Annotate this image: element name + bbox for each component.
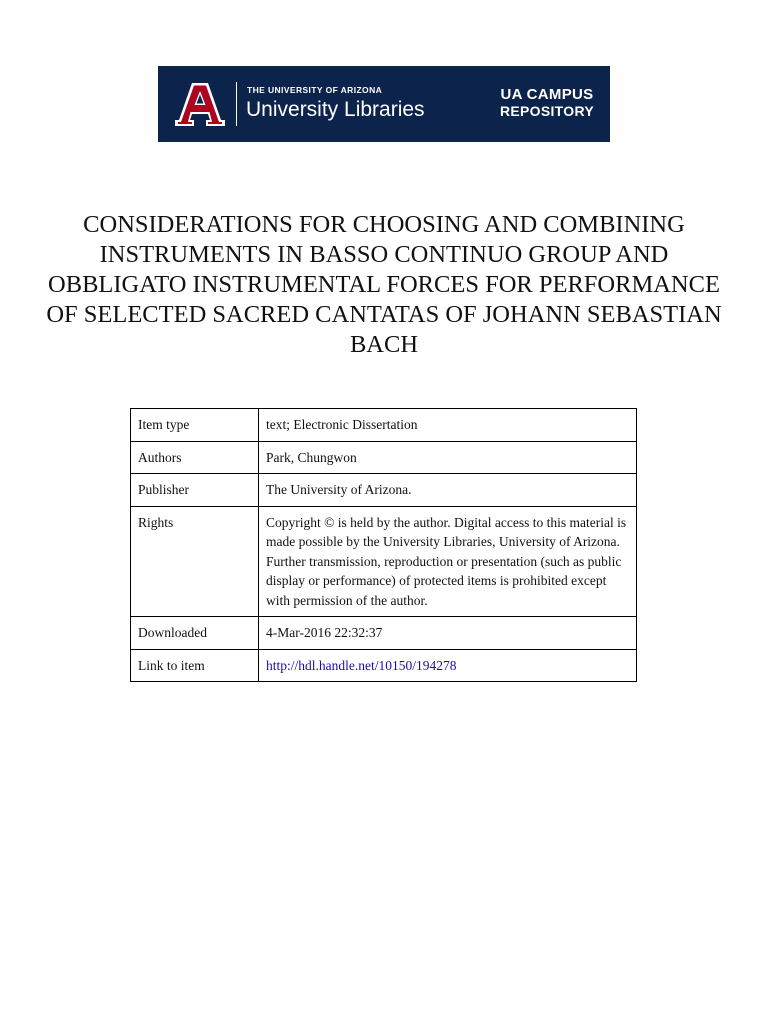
metadata-value: 4-Mar-2016 22:32:37	[259, 617, 637, 650]
repository-label-line1: UA CAMPUS	[500, 86, 594, 103]
metadata-table	[130, 408, 637, 682]
metadata-value: Copyright © is held by the author. Digital access to this material is made possible by the University Libraries, University of Arizona. Further transmission, reproduction or presentation (such as public display or performance) of protected items is prohibited except with permission of the author.	[259, 506, 637, 617]
ua-campus-repository-banner	[158, 66, 610, 142]
arizona-block-a-logo-icon	[172, 80, 228, 128]
metadata-label: Downloaded	[131, 617, 259, 650]
metadata-label: Link to item	[131, 649, 259, 682]
metadata-value: Park, Chungwon	[259, 441, 637, 474]
metadata-label: Rights	[131, 506, 259, 617]
banner-divider	[236, 82, 237, 126]
metadata-label: Authors	[131, 441, 259, 474]
library-name: University Libraries	[246, 98, 425, 121]
metadata-label: Item type	[131, 409, 259, 442]
metadata-row-link	[131, 649, 637, 682]
metadata-row-rights	[131, 506, 637, 617]
document-title: CONSIDERATIONS FOR CHOOSING AND COMBINING INSTRUMENTS IN BASSO CONTINUO GROUP AND OBBLIGATO INSTRUMENTAL FORCES FOR PERFORMANCE OF SELECTED SACRED CANTATAS OF JOHANN SEBASTIAN BACH	[46, 211, 722, 358]
metadata-value: text; Electronic Dissertation	[259, 409, 637, 442]
metadata-value	[259, 649, 637, 682]
metadata-label: Publisher	[131, 474, 259, 507]
repository-label-line2: REPOSITORY	[499, 103, 594, 119]
metadata-row-item-type	[131, 409, 637, 442]
metadata-row-downloaded	[131, 617, 637, 650]
repository-label	[500, 86, 594, 120]
metadata-value: The University of Arizona.	[259, 474, 637, 507]
handle-link[interactable]: http://hdl.handle.net/10150/194278	[266, 657, 457, 673]
metadata-row-authors	[131, 441, 637, 474]
metadata-row-publisher	[131, 474, 637, 507]
institution-name: THE UNIVERSITY OF ARIZONA	[247, 85, 383, 95]
